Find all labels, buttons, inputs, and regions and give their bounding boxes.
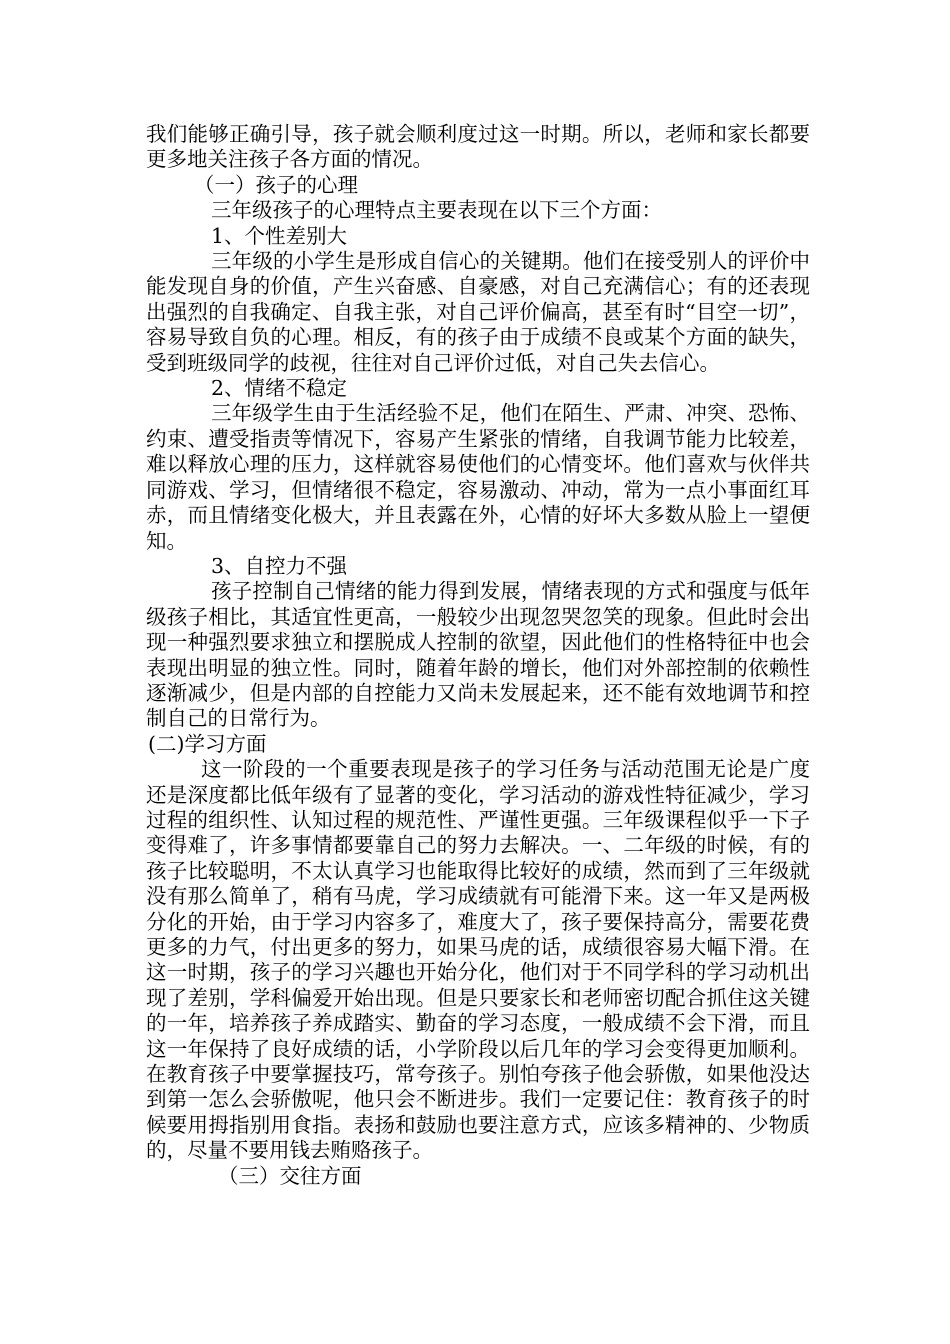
subheading-emotion: 2、情绪不稳定: [211, 376, 348, 401]
paragraph-emotion: 三年级学生由于生活经验不足，他们在陌生、严肃、冲突、恐怖、约束、遭受指责等情况下，容易产生紧张的情绪，自我调节能力比较差，难以释放心理的压力，这样就容易使他们的心情变坏。他们喜欢与伙伴共同游戏、学习，但情绪很不稳定，容易激动、冲动，常为一点小事面红耳赤，而且情绪变化极大，并且表露在外，心情的好坏大多数从脸上一望便知。: [146, 401, 810, 553]
paragraph-personality: 三年级的小学生是形成自信心的关键期。他们在接受别人的评价中能发现自身的价值，产生兴奋感、自豪感，对自己充满信心；有的还表现出强烈的自我确定、自我主张，对自己评价偏高，甚至有时“目空一切”，容易导致自负的心理。相反，有的孩子由于成绩不良或某个方面的缺失，受到班级同学的歧视，往往对自己评价过低，对自己失去信心。: [146, 249, 810, 375]
subheading-self-control: 3、自控力不强: [211, 553, 348, 578]
heading-learning: (二)学习方面: [148, 731, 267, 756]
paragraph-intro: 我们能够正确引导，孩子就会顺利度过这一时期。所以，老师和家长都要更多地关注孩子各方面的情况。: [146, 122, 810, 172]
heading-psychology: （一）孩子的心理: [194, 172, 358, 197]
subheading-personality: 1、个性差别大: [211, 223, 348, 248]
document-page: [146, 122, 810, 1189]
paragraph-psychology-summary: 三年级孩子的心理特点主要表现在以下三个方面：: [211, 198, 662, 223]
paragraph-learning: 这一阶段的一个重要表现是孩子的学习任务与活动范围无论是广度还是深度都比低年级有了显著的变化，学习活动的游戏性特征减少，学习过程的组织性、认知过程的规范性、严谨性更强。三年级课程似乎一下子变得难了，许多事情都要靠自己的努力去解决。一、二年级的时候，有的孩子比较聪明，不太认真学习也能取得比较好的成绩，然而到了三年级就没有那么简单了，稍有马虎，学习成绩就有可能滑下来。这一年又是两极分化的开始，由于学习内容多了，难度大了，孩子要保持高分，需要花费更多的力气，付出更多的努力，如果马虎的话，成绩很容易大幅下滑。在这一时期，孩子的学习兴趣也开始分化，他们对于不同学科的学习动机出现了差别，学科偏爱开始出现。但是只要家长和老师密切配合抓住这关键的一年，培养孩子养成踏实、勤奋的学习态度，一般成绩不会下滑，而且这一年保持了良好成绩的话，小学阶段以后几年的学习会变得更加顺利。在教育孩子中要掌握技巧，常夸孩子。别怕夸孩子他会骄傲，如果他没达到第一怎么会骄傲呢，他只会不断进步。我们一定要记住：教育孩子的时候要用拇指别用食指。表扬和鼓励也要注意方式，应该多精神的、少物质的，尽量不要用钱去贿赂孩子。: [146, 757, 810, 1163]
heading-social: （三）交往方面: [218, 1163, 362, 1188]
paragraph-self-control: 孩子控制自己情绪的能力得到发展，情绪表现的方式和强度与低年级孩子相比，其适宜性更高，一般较少出现忽哭忽笑的现象。但此时会出现一种强烈要求独立和摆脱成人控制的欲望，因此他们的性格特征中也会表现出明显的独立性。同时，随着年龄的增长，他们对外部控制的依赖性逐渐减少，但是内部的自控能力又尚未发展起来，还不能有效地调节和控制自己的日常行为。: [146, 579, 810, 731]
